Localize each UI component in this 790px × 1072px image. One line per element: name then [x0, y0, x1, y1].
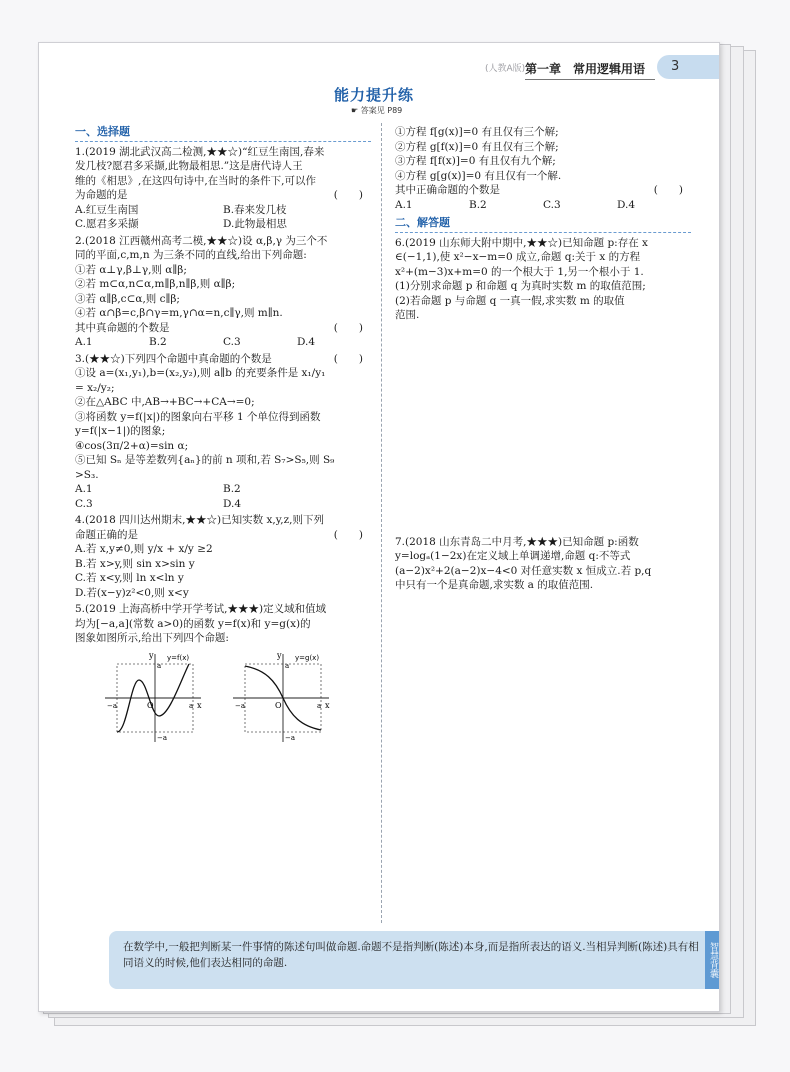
- graph-g-tick-a-y: a: [285, 661, 290, 670]
- q5-options-row: [395, 198, 691, 213]
- q3-options-row: [75, 497, 371, 512]
- q2-option-c: C.3: [223, 336, 241, 348]
- header-rule: [525, 79, 655, 80]
- question-6: [395, 236, 691, 323]
- q6-line: (1)分别求命题 p 和命题 q 为真时实数 m 的取值范围;: [395, 280, 646, 292]
- chapter-title: 第一章 常用逻辑用语: [525, 62, 646, 76]
- graph-g-tick-a-x: a: [317, 701, 322, 710]
- graph-f: [97, 650, 207, 746]
- q2-options-row: [75, 335, 371, 350]
- q6-line: 6.(2019 山东师大附中期中,★★☆)已知命题 p:存在 x: [395, 236, 648, 249]
- graph-f-x-label: x: [197, 700, 202, 710]
- q2-line: ②若 m⊂α,n⊂α,m∥β,n∥β,则 α∥β;: [75, 278, 236, 290]
- wisdom-tip-box: [109, 931, 719, 989]
- q5-line: 图象如图所示,给出下列四个命题:: [75, 632, 229, 644]
- q3-option-d: D.4: [223, 497, 242, 510]
- q1-option-a: A.红豆生南国: [75, 203, 139, 216]
- section-heading-answer: 二、解答题: [395, 216, 691, 233]
- right-column: [395, 125, 691, 595]
- q2-line: 同的平面,c,m,n 为三条不同的直线,给出下列命题:: [75, 249, 307, 261]
- q2-answer-bracket: ( ): [333, 321, 363, 334]
- q7-line: (a−2)x²+2(a−2)x−4<0 对任意实数 x 恒成立.若 p,q: [395, 564, 652, 577]
- q6-line: (2)若命题 p 与命题 q 一真一假,求实数 m 的取值: [395, 294, 625, 307]
- pointer-icon: ☛: [351, 106, 359, 115]
- q1-option-d: D.此物最相思: [223, 218, 287, 230]
- q1-answer-bracket: ( ): [333, 189, 363, 201]
- graph-g-y-label: y: [277, 650, 282, 660]
- q1-line: 1.(2019 湖北武汉高二检测,★★☆)“红豆生南国,春来: [75, 145, 325, 158]
- q4-stem-end: [75, 528, 371, 543]
- page-number: 3: [671, 59, 680, 74]
- q3-option-b: B.2: [223, 483, 241, 495]
- q7-line: 7.(2018 山东青岛二中月考,★★★)已知命题 p:函数: [395, 535, 639, 548]
- q4-line: 4.(2018 四川达州期末,★★☆)已知实数 x,y,z,则下列: [75, 514, 324, 526]
- q5-statement: ④方程 g[g(x)]=0 有且仅有一个解.: [395, 169, 562, 182]
- q2-stem-end: [75, 321, 371, 336]
- q3-line: y=f(|x−1|)的图象;: [75, 425, 166, 437]
- q5-stem-text: 其中正确命题的个数是: [395, 184, 500, 196]
- q3-option-c: C.3: [75, 497, 93, 510]
- q4-stem-text: 命题正确的是: [75, 528, 138, 541]
- graph-f-tick-a-y: a: [157, 661, 162, 670]
- graph-g-label: y=g(x): [295, 653, 320, 662]
- q5-line: 均为[−a,a](常数 a>0)的函数 y=f(x)和 y=g(x)的: [75, 617, 311, 630]
- q2-line: ①若 α⊥γ,β⊥γ,则 α∥β;: [75, 263, 187, 276]
- page-number-tab: [657, 55, 720, 79]
- graph-f-label: y=f(x): [167, 653, 190, 662]
- q1-options-row: [75, 203, 371, 218]
- q3-line: ⑤已知 Sₙ 是等差数列{aₙ}的前 n 项和,若 S₇>S₅,则 S₉: [75, 454, 335, 466]
- q6-line: 范围.: [395, 309, 420, 321]
- question-7: [395, 535, 691, 593]
- question-1: [75, 145, 371, 232]
- q4-option-b: B.若 x>y,则 sin x>sin y: [75, 557, 195, 570]
- question-3: [75, 352, 371, 512]
- q6-line: x²+(m−3)x+m=0 的一个根大于 1,另一个根小于 1.: [395, 265, 644, 278]
- graph-g-tick-neg-a-x: −a: [235, 701, 246, 710]
- q3-options-row: [75, 482, 371, 497]
- q3-stem-text: 3.(★★☆)下列四个命题中真命题的个数是: [75, 352, 272, 365]
- q2-line: ④若 α∩β=c,β∩γ=m,γ∩α=n,c∥γ,则 m∥n.: [75, 307, 283, 319]
- q1-option-b: B.春来发几枝: [223, 203, 287, 216]
- q1-options-row: [75, 217, 371, 232]
- q5-statement: ②方程 g[f(x)]=0 有且仅有三个解;: [395, 140, 559, 153]
- q3-line: ②在△ABC 中,AB→+BC→+CA→=0;: [75, 396, 255, 408]
- q2-line: ③若 α∥β,c⊂α,则 c∥β;: [75, 292, 180, 305]
- q5-option-d: D.4: [617, 198, 636, 211]
- q1-line: 维的《相思》,在这四句诗中,在当时的条件下,可以作: [75, 174, 317, 187]
- graph-f-tick-a-x: a: [189, 701, 194, 710]
- question-5: [75, 602, 371, 746]
- q3-line: = x₂/y₂;: [75, 381, 115, 394]
- q5-statement: ①方程 f[g(x)]=0 有且仅有三个解;: [395, 126, 559, 138]
- graph-f-y-label: y: [149, 650, 154, 660]
- page: [38, 42, 720, 1012]
- question-2: [75, 234, 371, 350]
- q6-answer-space: [395, 325, 691, 535]
- q7-line: y=logₐ(1−2x)在定义域上单调递增,命题 q:不等式: [395, 550, 631, 562]
- q3-option-a: A.1: [75, 483, 93, 495]
- left-column: [75, 125, 371, 748]
- q2-option-d: D.4: [297, 336, 316, 348]
- q5-stem-end: [395, 183, 691, 198]
- q3-line: >S₃.: [75, 468, 99, 481]
- q5-answer-bracket: ( ): [653, 184, 683, 196]
- q3-line: ①设 a=(x₁,y₁),b=(x₂,y₂),则 a∥b 的充要条件是 x₁/y₁: [75, 367, 326, 379]
- q1-stem-text: 为命题的是: [75, 189, 128, 201]
- header-edition: (人教A版): [485, 64, 526, 74]
- q2-option-b: B.2: [149, 336, 167, 348]
- q1-line: 发几枝?愿君多采撷,此物最相思.”这是唐代诗人王: [75, 160, 303, 172]
- graph-f-tick-neg-a-x: −a: [107, 701, 118, 710]
- graph-g: [225, 650, 335, 746]
- q5-option-a: A.1: [395, 198, 413, 211]
- q2-line: 2.(2018 江西赣州高考二模,★★☆)设 α,β,γ 为三个不: [75, 234, 328, 247]
- section-heading-choice: 一、选择题: [75, 125, 371, 142]
- graph-g-origin: O: [275, 700, 282, 710]
- q7-line: 中只有一个是真命题,求实数 a 的取值范围.: [395, 579, 594, 591]
- q4-option-c: C.若 x<y,则 ln x<ln y: [75, 572, 184, 584]
- q2-option-a: A.1: [75, 336, 93, 348]
- q3-line: ③将函数 y=f(|x|)的图象向右平移 1 个单位得到函数: [75, 410, 321, 423]
- answer-reference-text: 答案见 P89: [360, 106, 403, 115]
- q5-statement: ③方程 f[f(x)]=0 有且仅有九个解;: [395, 155, 556, 167]
- q2-stem-text: 其中真命题的个数是: [75, 321, 170, 334]
- q3-line: ④cos(3π/2+α)=sin α;: [75, 439, 189, 452]
- question-4: [75, 513, 371, 600]
- graph-g-x-label: x: [325, 700, 330, 710]
- graph-f-tick-neg-a-y: −a: [157, 733, 168, 742]
- column-divider: [381, 123, 382, 923]
- q3-answer-bracket: ( ): [333, 352, 363, 365]
- wisdom-tip-side-label: 智慧背囊: [705, 931, 720, 989]
- q6-line: ∈(−1,1),使 x²−x−m=0 成立,命题 q:关于 x 的方程: [395, 251, 641, 263]
- q5-option-b: B.2: [469, 198, 487, 211]
- q4-option-d: D.若(x−y)z²<0,则 x<y: [75, 586, 189, 599]
- q5-option-c: C.3: [543, 198, 561, 211]
- page-title: 能力提升练: [334, 86, 415, 104]
- q1-stem-end: [75, 188, 371, 203]
- q3-stem: [75, 352, 371, 367]
- question-5-continued: [395, 125, 691, 212]
- graph-g-tick-neg-a-y: −a: [285, 733, 296, 742]
- wisdom-tip-text: 在数学中,一般把判断某一件事情的陈述句叫做命题.命题不是指判断(陈述)本身,而是指所表达的语义.当相异判断(陈述)具有相同语义的时候,他们表达相同的命题.: [123, 941, 699, 969]
- answer-reference: [351, 105, 402, 116]
- q5-graphs: [75, 650, 371, 746]
- q5-line: 5.(2019 上海高桥中学开学考试,★★★)定义域和值域: [75, 603, 327, 615]
- q4-option-a: A.若 x,y≠0,则 y/x + x/y ≥2: [75, 543, 213, 555]
- q1-option-c: C.愿君多采撷: [75, 218, 139, 230]
- q4-answer-bracket: ( ): [333, 528, 363, 541]
- graph-f-origin: O: [147, 700, 154, 710]
